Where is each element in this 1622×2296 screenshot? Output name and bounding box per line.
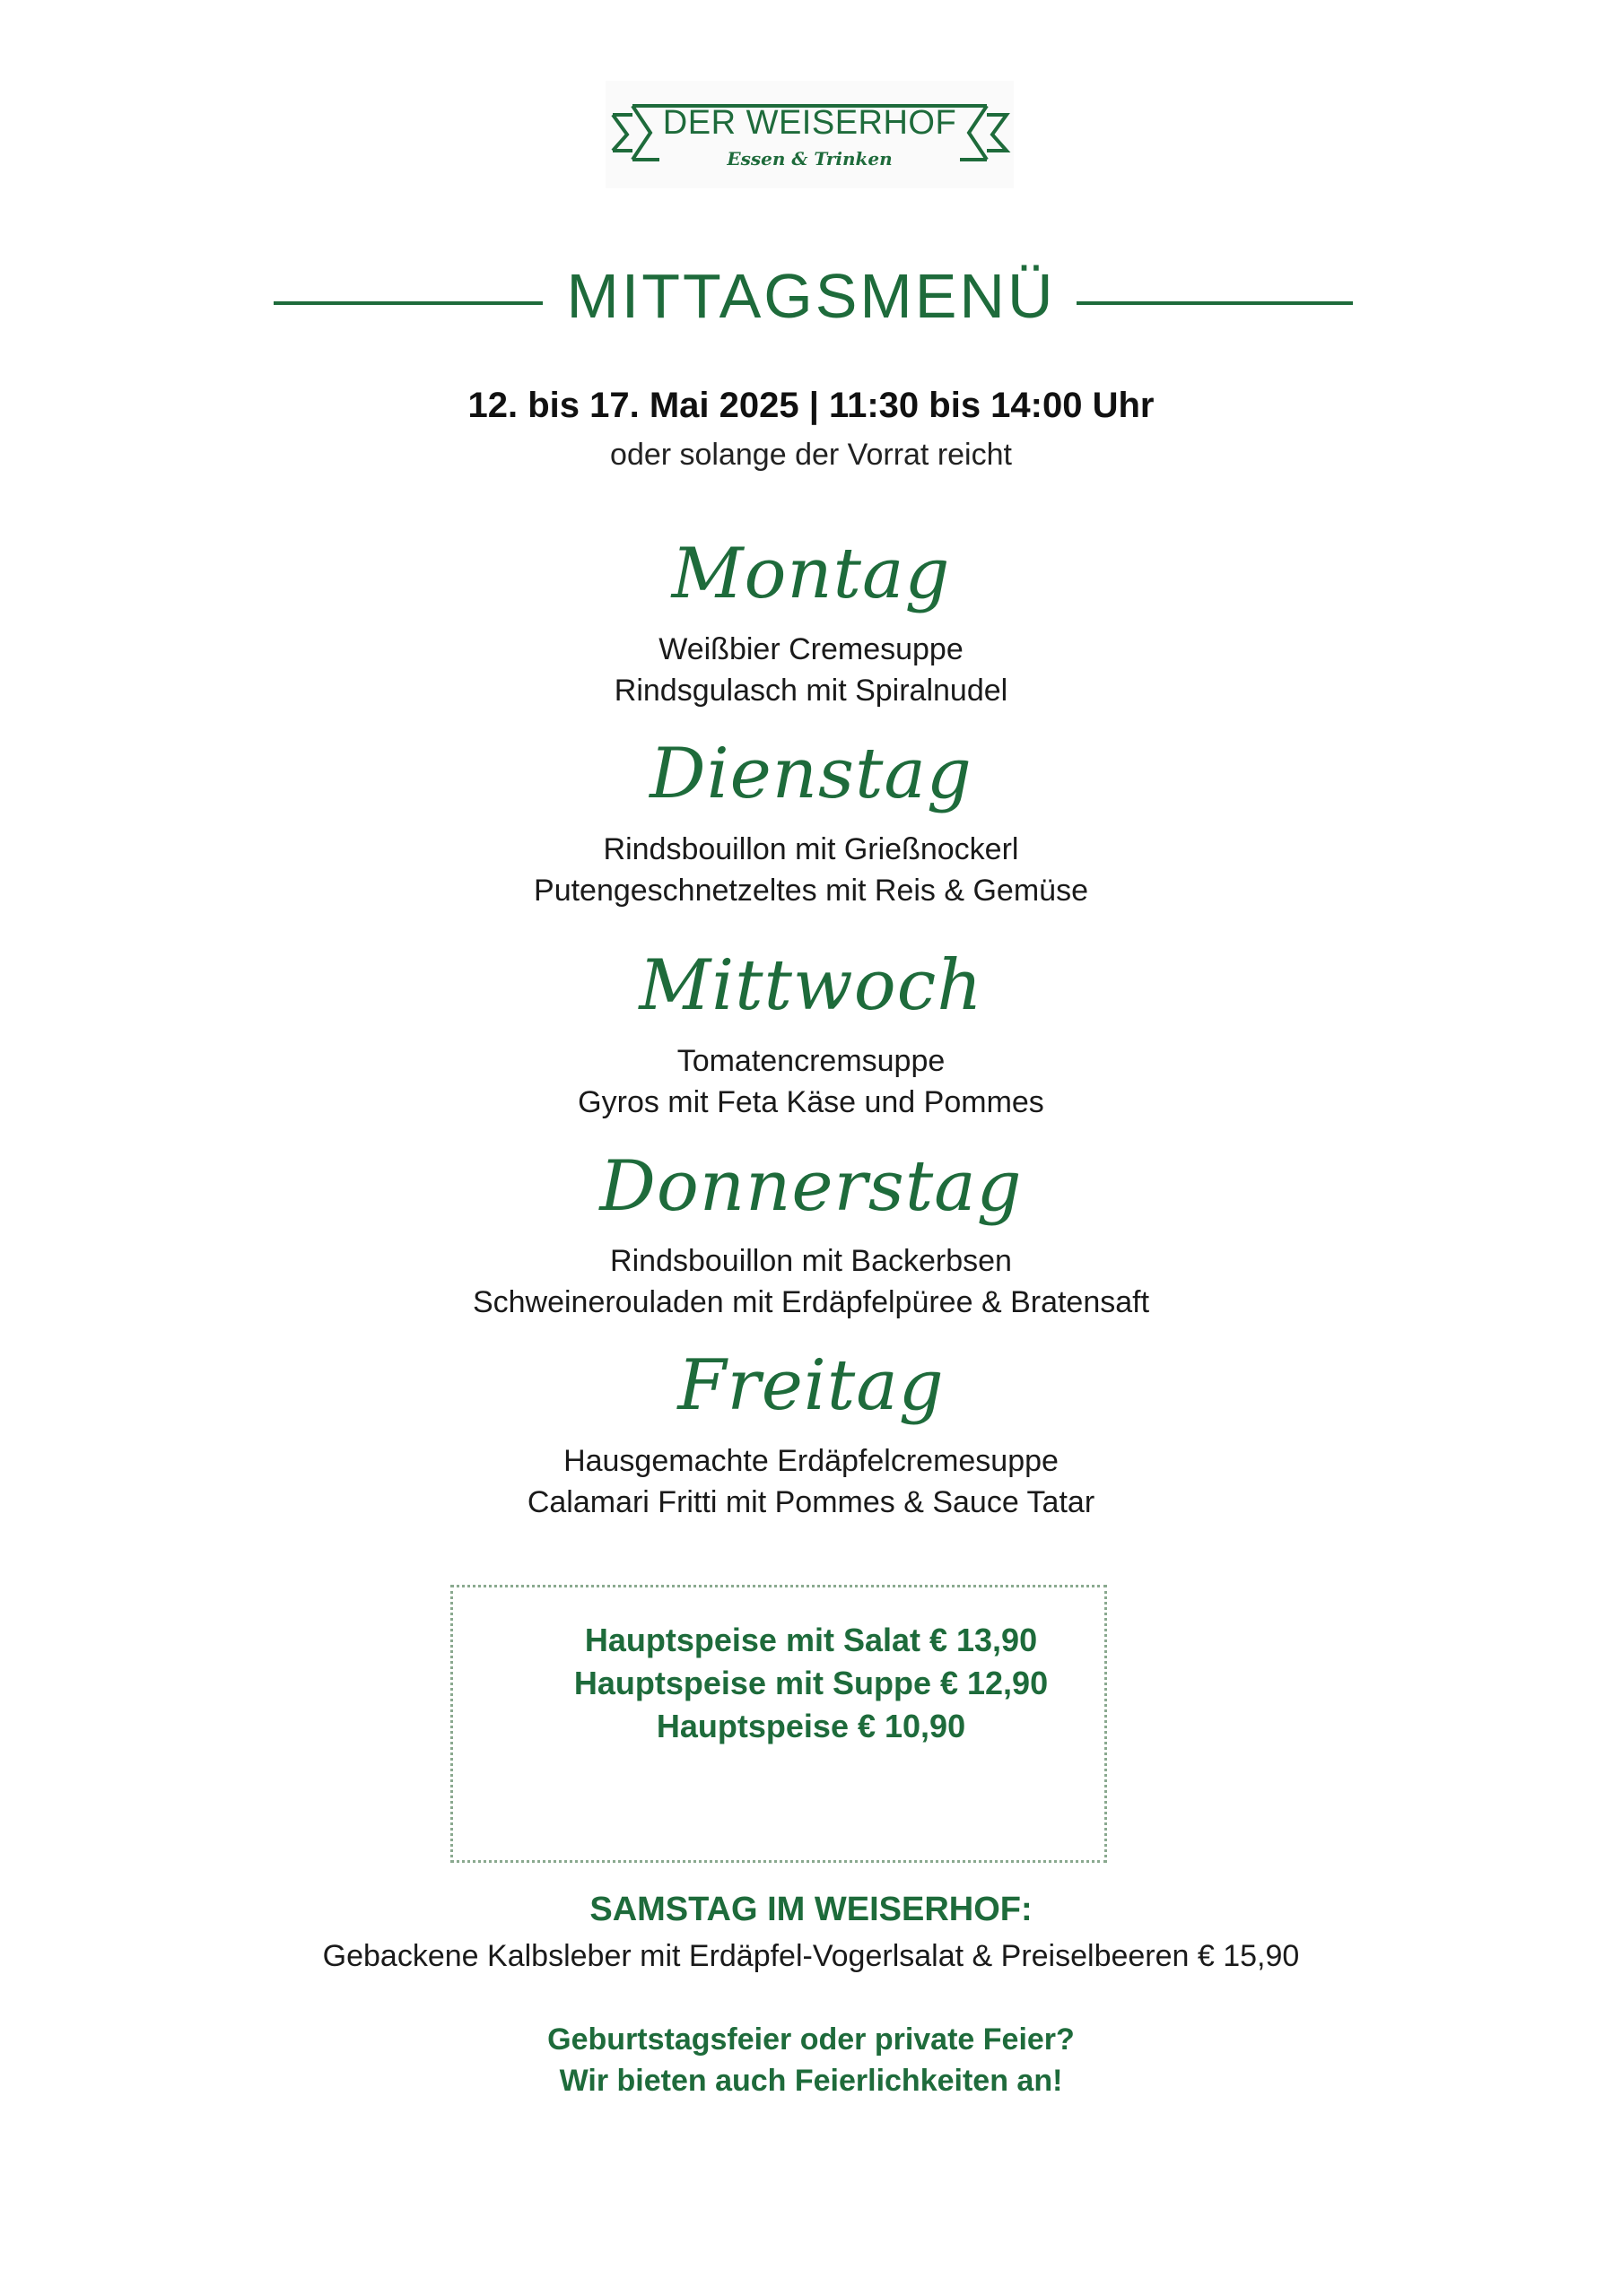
- promo-statement: Wir bieten auch Feierlichkeiten an!: [559, 2064, 1063, 2098]
- dish-wednesday-main: Gyros mit Feta Käse und Pommes: [578, 1085, 1044, 1119]
- logo-tagline: Essen & Trinken: [727, 148, 893, 170]
- price-main-with-soup: Hauptspeise mit Suppe € 12,90: [573, 1665, 1049, 1701]
- dish-friday-main: Calamari Fritti mit Pommes & Sauce Tatar: [527, 1485, 1095, 1519]
- dish-monday-main: Rindsgulasch mit Spiralnudel: [614, 674, 1008, 708]
- logo: [606, 81, 1014, 188]
- price-main-with-salad: Hauptspeise mit Salat € 13,90: [584, 1622, 1038, 1658]
- day-heading-friday: Freitag: [677, 1345, 945, 1426]
- dish-monday-soup: Weißbier Cremesuppe: [658, 632, 964, 666]
- title-rule-right: [1077, 301, 1353, 305]
- date-range: 12. bis 17. Mai 2025 | 11:30 bis 14:00 Uhr: [467, 386, 1155, 425]
- saturday-heading: SAMSTAG IM WEISERHOF:: [589, 1891, 1033, 1928]
- price-main-only: Hauptspeise € 10,90: [656, 1708, 966, 1744]
- saturday-dish: Gebackene Kalbsleber mit Erdäpfel-Vogerlsalat & Preiselbeeren € 15,90: [322, 1939, 1300, 1973]
- day-heading-thursday: Donnerstag: [599, 1146, 1023, 1227]
- dish-wednesday-soup: Tomatencremsuppe: [676, 1044, 946, 1078]
- dish-tuesday-soup: Rindsbouillon mit Grießnockerl: [603, 832, 1019, 866]
- logo-name: DER WEISERHOF: [662, 104, 957, 142]
- promo-question: Geburtstagsfeier oder private Feier?: [547, 2022, 1075, 2057]
- day-heading-wednesday: Mittwoch: [639, 945, 983, 1026]
- availability-note: oder solange der Vorrat reicht: [610, 438, 1012, 472]
- day-heading-monday: Montag: [671, 534, 951, 614]
- dish-thursday-main: Schweinerouladen mit Erdäpfelpüree & Bratensaft: [472, 1285, 1150, 1319]
- dish-friday-soup: Hausgemachte Erdäpfelcremesuppe: [563, 1444, 1059, 1478]
- day-heading-tuesday: Dienstag: [650, 734, 972, 814]
- dish-thursday-soup: Rindsbouillon mit Backerbsen: [610, 1244, 1012, 1278]
- page-title: MITTAGSMENÜ: [566, 261, 1056, 331]
- dish-tuesday-main: Putengeschnetzeltes mit Reis & Gemüse: [534, 874, 1088, 908]
